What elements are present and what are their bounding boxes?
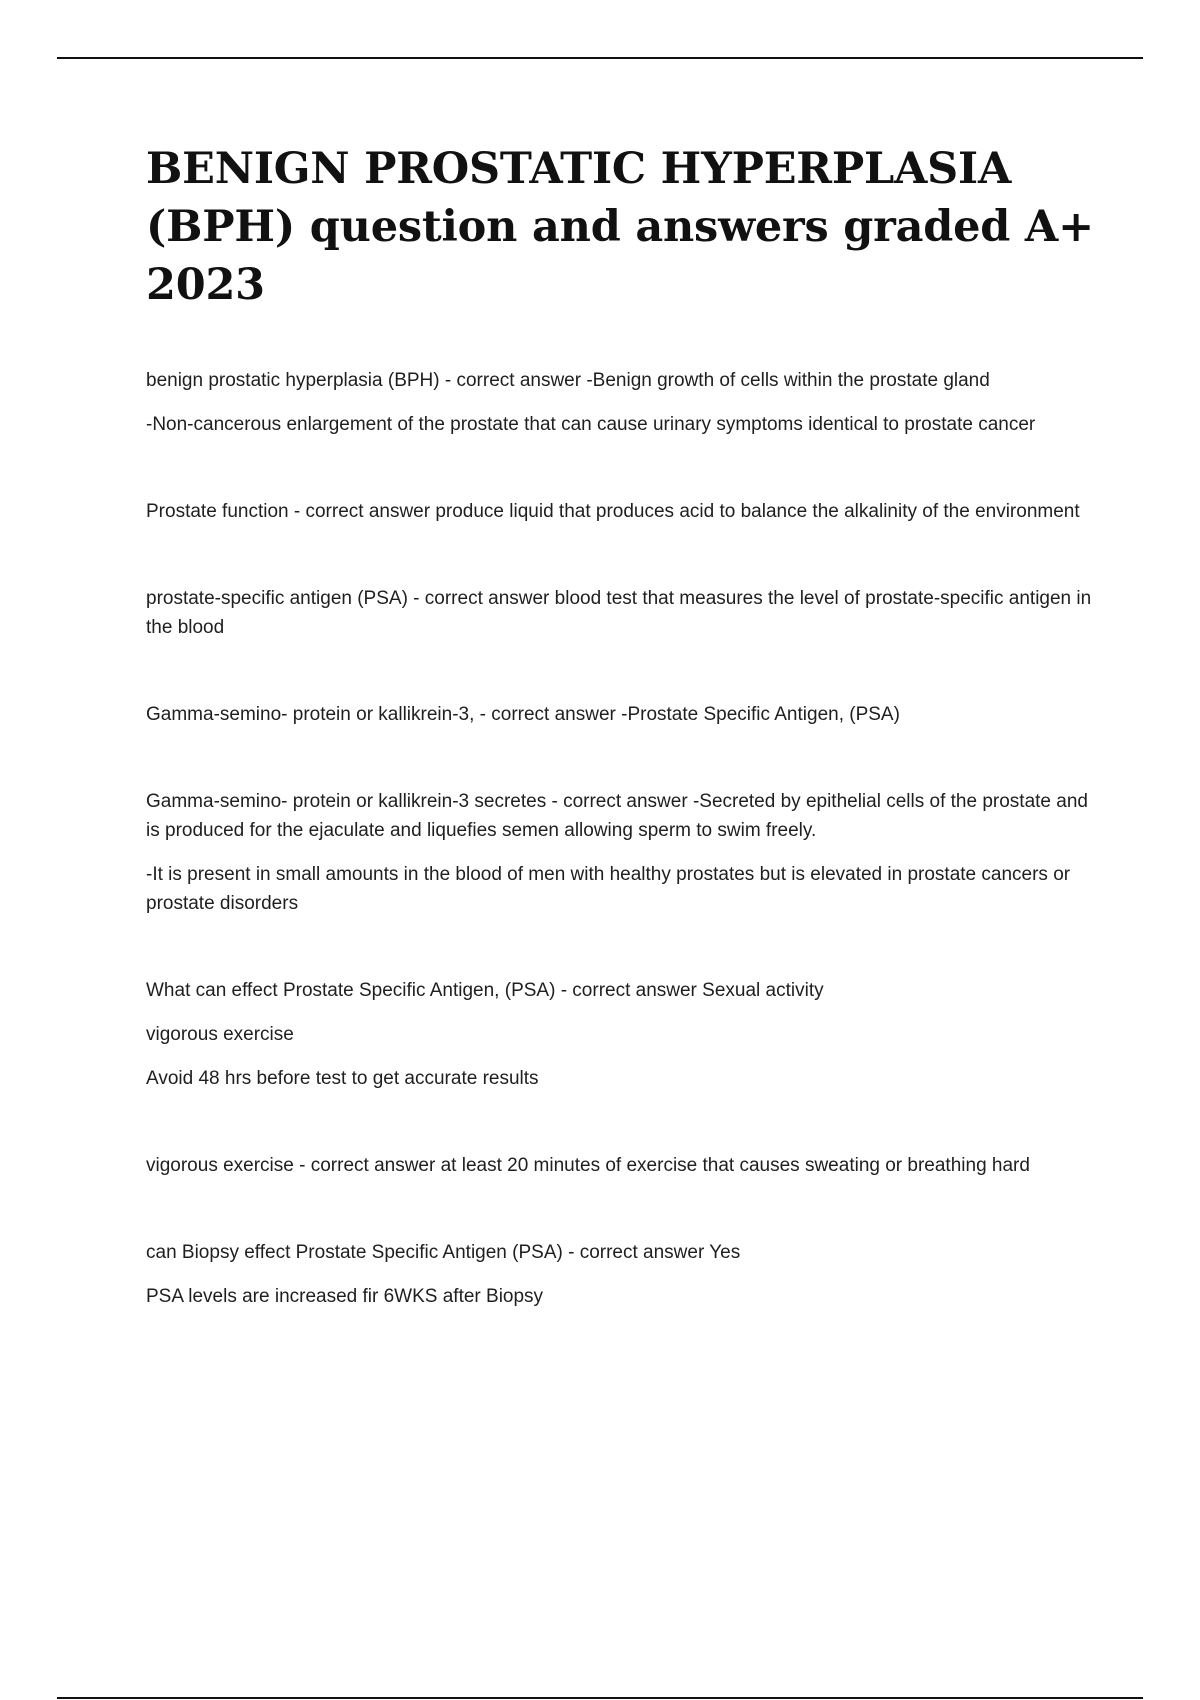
bottom-divider: [57, 1697, 1143, 1699]
qa-entry: [146, 787, 1106, 918]
qa-line: Gamma-semino- protein or kallikrein-3, - correct answer -Prostate Specific Antigen, (PSA): [146, 704, 900, 725]
qa-line: -It is present in small amounts in the blood of men with healthy prostates but is elevated in prostate cancers or prostate disorders: [146, 864, 1071, 914]
qa-line: What can effect Prostate Specific Antigen, (PSA) - correct answer Sexual activity: [146, 980, 824, 1001]
qa-line: -Non-cancerous enlargement of the prostate that can cause urinary symptoms identical to prostate cancer: [146, 414, 1036, 435]
qa-entry: [146, 976, 1106, 1093]
qa-entry: [146, 584, 1106, 642]
qa-entry: [146, 700, 1106, 729]
document-page: [146, 140, 1106, 1369]
title-line-1: BENIGN PROSTATIC HYPERPLASIA: [146, 144, 1012, 194]
qa-entry: [146, 1238, 1106, 1311]
qa-line: prostate-specific antigen (PSA) - correct answer blood test that measures the level of prostate-specific antigen in the blood: [146, 588, 1092, 638]
document-title: [146, 140, 1106, 314]
qa-line: benign prostatic hyperplasia (BPH) - correct answer -Benign growth of cells within the prostate gland: [146, 370, 990, 391]
qa-entry: [146, 497, 1106, 526]
qa-line: Gamma-semino- protein or kallikrein-3 secretes - correct answer -Secreted by epithelial cells of the prostate and is produced for the ejaculate and liquefies semen allowing sperm to swim freely.: [146, 791, 1088, 841]
qa-line: vigorous exercise: [146, 1024, 294, 1045]
qa-list: [146, 366, 1106, 1311]
qa-line: vigorous exercise - correct answer at least 20 minutes of exercise that causes sweating or breathing hard: [146, 1155, 1030, 1176]
qa-entry: [146, 1151, 1106, 1180]
qa-line: Prostate function - correct answer produce liquid that produces acid to balance the alkalinity of the environment: [146, 501, 1080, 522]
qa-line: Avoid 48 hrs before test to get accurate results: [146, 1068, 539, 1089]
title-line-2: (BPH) question and answers graded A+ 2023: [146, 202, 1094, 310]
qa-line: can Biopsy effect Prostate Specific Antigen (PSA) - correct answer Yes: [146, 1242, 741, 1263]
top-divider: [57, 57, 1143, 59]
qa-line: PSA levels are increased fir 6WKS after Biopsy: [146, 1286, 544, 1307]
qa-entry: [146, 366, 1106, 439]
